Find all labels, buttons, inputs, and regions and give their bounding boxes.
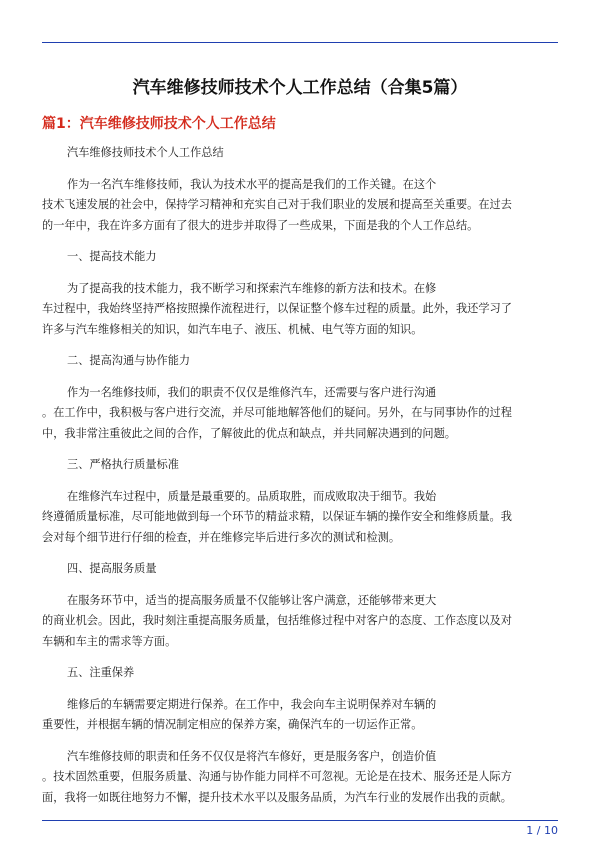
paragraph-improve-skills [42, 279, 558, 341]
paragraph-line: 。在工作中，我积极与客户进行交流，并尽可能地解答他们的疑问。另外，在与同事协作的过程 [42, 406, 512, 419]
document-title: 汽车维修技师技术个人工作总结（合集5篇） [132, 78, 468, 98]
paragraph-service-quality [42, 591, 558, 653]
paragraph-line: 许多与汽车维修相关的知识，如汽车电子、液压、机械、电气等方面的知识。 [42, 322, 423, 336]
document-body [42, 143, 558, 819]
paragraph-line: 作为一名汽车维修技师，我认为技术水平的提高是我们的工作关键。在这个 [67, 177, 437, 191]
paragraph-line: 在服务环节中，适当的提高服务质量不仅能够让客户满意，还能够带来更大 [67, 593, 437, 607]
paragraph-line: 。技术固然重要，但服务质量、沟通与协作能力同样不可忽视。无论是在技术、服务还是人际方 [42, 770, 512, 783]
paragraph-communication [42, 383, 558, 445]
paragraph-line: 汽车维修技师的职责和任务不仅仅是将汽车修好，更是服务客户，创造价值 [67, 749, 437, 763]
heading-maintenance: 五、注重保养 [67, 666, 135, 679]
heading-quality-standards: 三、严格执行质量标准 [67, 458, 179, 471]
paragraph-line: 技术飞速发展的社会中，保持学习精神和充实自己对于我们职业的发展和提高至关重要。在过去 [42, 198, 512, 211]
paragraph-conclusion [42, 747, 558, 809]
footer-rule [42, 820, 558, 821]
paragraph-line: 的商业机会。因此，我时刻注重提高服务质量，包括维修过程中对客户的态度、工作态度以及对 [42, 614, 512, 627]
paragraph-line: 会对每个细节进行仔细的检查，并在维修完毕后进行多次的测试和检测。 [42, 530, 401, 544]
paragraph-maintenance [42, 695, 558, 736]
paragraph-line: 的一年中，我在许多方面有了很大的进步并取得了一些成果，下面是我的个人工作总结。 [42, 218, 479, 232]
paragraph-quality-standards [42, 487, 558, 549]
paragraph-line: 中，我非常注重彼此之间的合作，了解彼此的优点和缺点，并共同解决遇到的问题。 [42, 426, 456, 440]
section-title: 篇1：汽车维修技师技术个人工作总结 [42, 116, 276, 132]
article-subtitle: 汽车维修技师技术个人工作总结 [67, 146, 224, 159]
paragraph-line: 车辆和车主的需求等方面。 [42, 634, 177, 648]
paragraph-line: 维修后的车辆需要定期进行保养。在工作中，我会向车主说明保养对车辆的 [67, 697, 437, 711]
paragraph-line: 车过程中，我始终坚持严格按照操作流程进行，以保证整个修车过程的质量。此外，我还学习了 [42, 302, 512, 315]
paragraph-line: 重要性，并根据车辆的情况制定相应的保养方案，确保汽车的一切运作正常。 [42, 718, 423, 731]
paragraph-line: 作为一名维修技师，我们的职责不仅仅是维修汽车，还需要与客户进行沟通 [67, 385, 437, 399]
heading-communication: 二、提高沟通与协作能力 [67, 354, 191, 367]
heading-improve-skills: 一、提高技术能力 [67, 250, 157, 263]
paragraph-line: 终遵循质量标准，尽可能地做到每一个环节的精益求精，以保证车辆的操作安全和维修质量。我 [42, 510, 512, 523]
page-number: 1 / 10 [526, 824, 558, 837]
intro-paragraph [42, 175, 558, 237]
paragraph-line: 面，我将一如既往地努力不懈，提升技术水平以及服务品质，为汽车行业的发展作出我的贡献。 [42, 790, 512, 804]
heading-service-quality: 四、提高服务质量 [67, 562, 157, 575]
paragraph-line: 为了提高我的技术能力，我不断学习和探索汽车维修的新方法和技术。在修 [67, 281, 437, 295]
header-rule [42, 42, 558, 43]
paragraph-line: 在维修汽车过程中，质量是最重要的。品质取胜，而成败取决于细节。我始 [67, 489, 437, 503]
